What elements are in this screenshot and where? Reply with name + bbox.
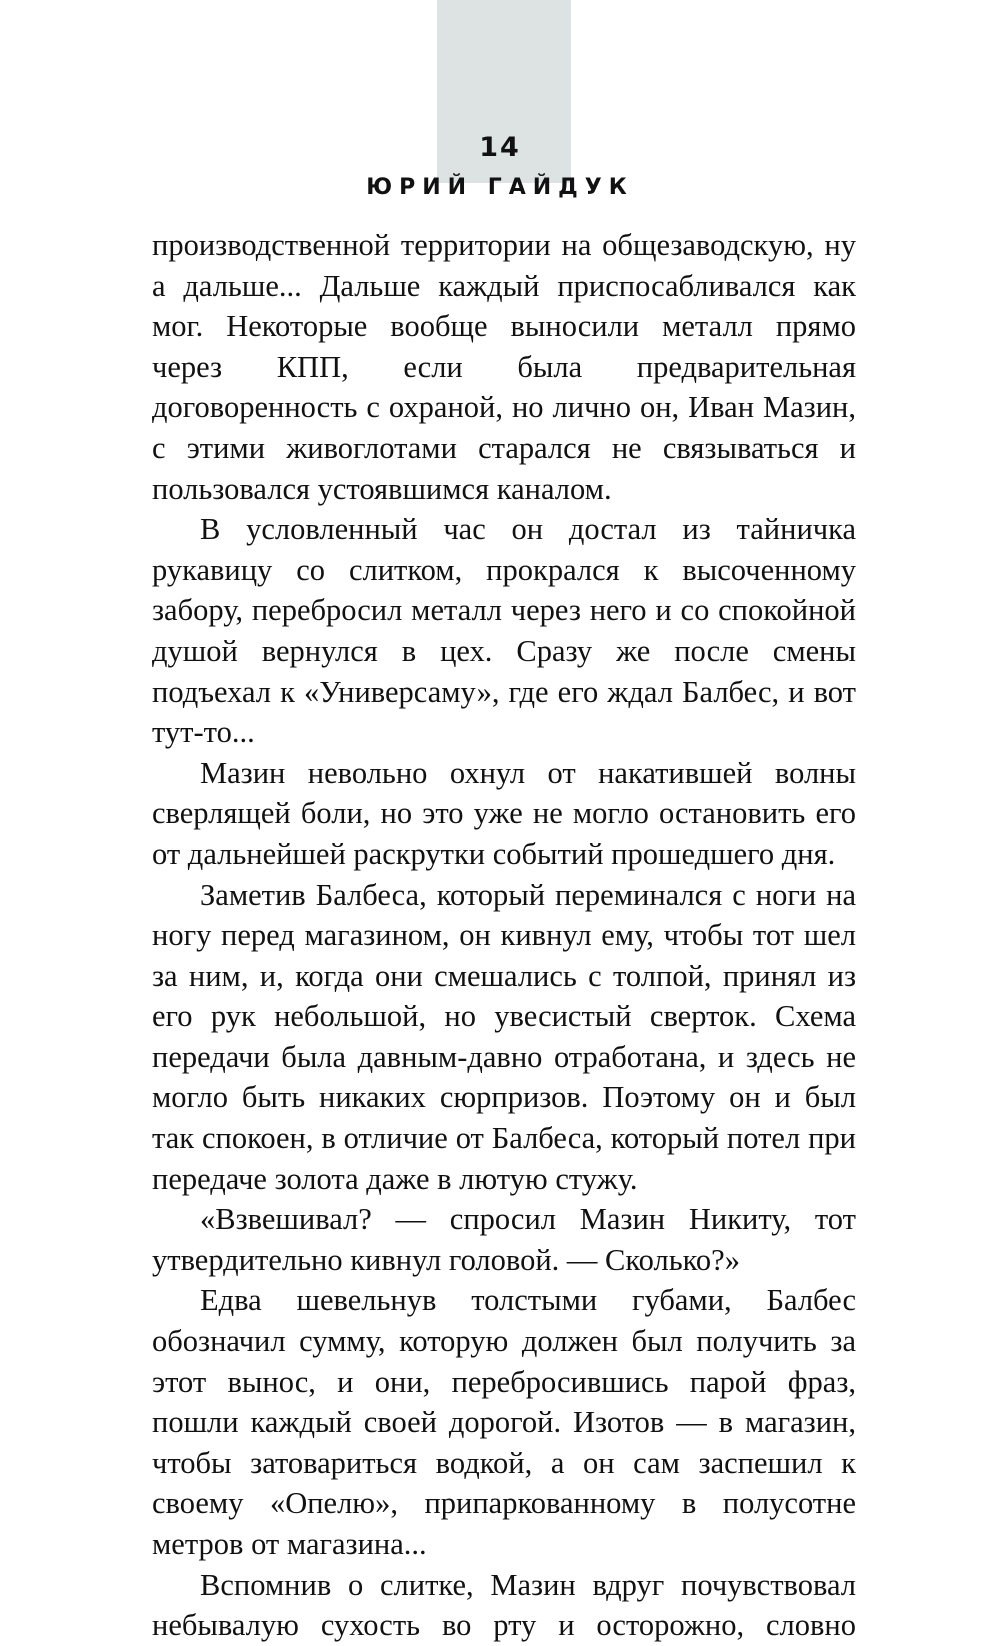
page-body-text (152, 225, 856, 1646)
paragraph: Заметив Балбеса, который переминался с ноги на ногу перед магазином, он кивнул ему, чтобы тот шел за ним, и, когда они смешались с толпой, принял из его рук небольшой, но увесистый сверток. Схема передачи была давным-давно отработана, и здесь не могло быть никаких сюрпризов. Поэтому он и был так спокоен, в отличие от Балбеса, который потел при передаче золота даже в лютую стужу. (152, 877, 856, 1196)
paragraph: Едва шевельнув толстыми губами, Балбес обозначил сумму, которую должен был получить за этот вынос, и они, перебросившись парой фраз, пошли каждый своей дорогой. Изотов — в магазин, чтобы затовариться водкой, а он сам заспешил к своему «Опелю», припаркованному в полусотне метров от магазина... (152, 1283, 856, 1561)
paragraph: производственной территории на общезаводскую, ну а дальше... Дальше каждый приспосабливался как мог. Некоторые вообще выносили металл прямо через КПП, если была предварительная договоренность с охраной, но лично он, Иван Мазин, с этими живоглотами старался не связываться и пользовался устоявшимся каналом. (152, 228, 856, 506)
paragraph: «Взвешивал? — спросил Мазин Никиту, тот утвердительно кивнул головой. — Сколько?» (152, 1202, 856, 1277)
paragraph: В условленный час он достал из тайничка рукавицу со слитком, прокрался к высоченному забору, перебросил металл через него и со спокойной душой вернулся в цех. Сразу же после смены подъехал к «Универсаму», где его ждал Балбес, и вот тут-то... (152, 512, 856, 750)
paragraph: Мазин невольно охнул от накатившей волны сверлящей боли, но это уже не могло остановить его от дальнейшей раскрутки событий прошедшего дня. (152, 755, 856, 871)
running-head-author: ЮРИЙ ГАЙДУК (366, 175, 634, 200)
page-number: 14 (479, 132, 521, 163)
paragraph: Вспомнив о слитке, Мазин вдруг почувствовал небывалую сухость во рту и осторожно, словно (152, 1567, 856, 1643)
